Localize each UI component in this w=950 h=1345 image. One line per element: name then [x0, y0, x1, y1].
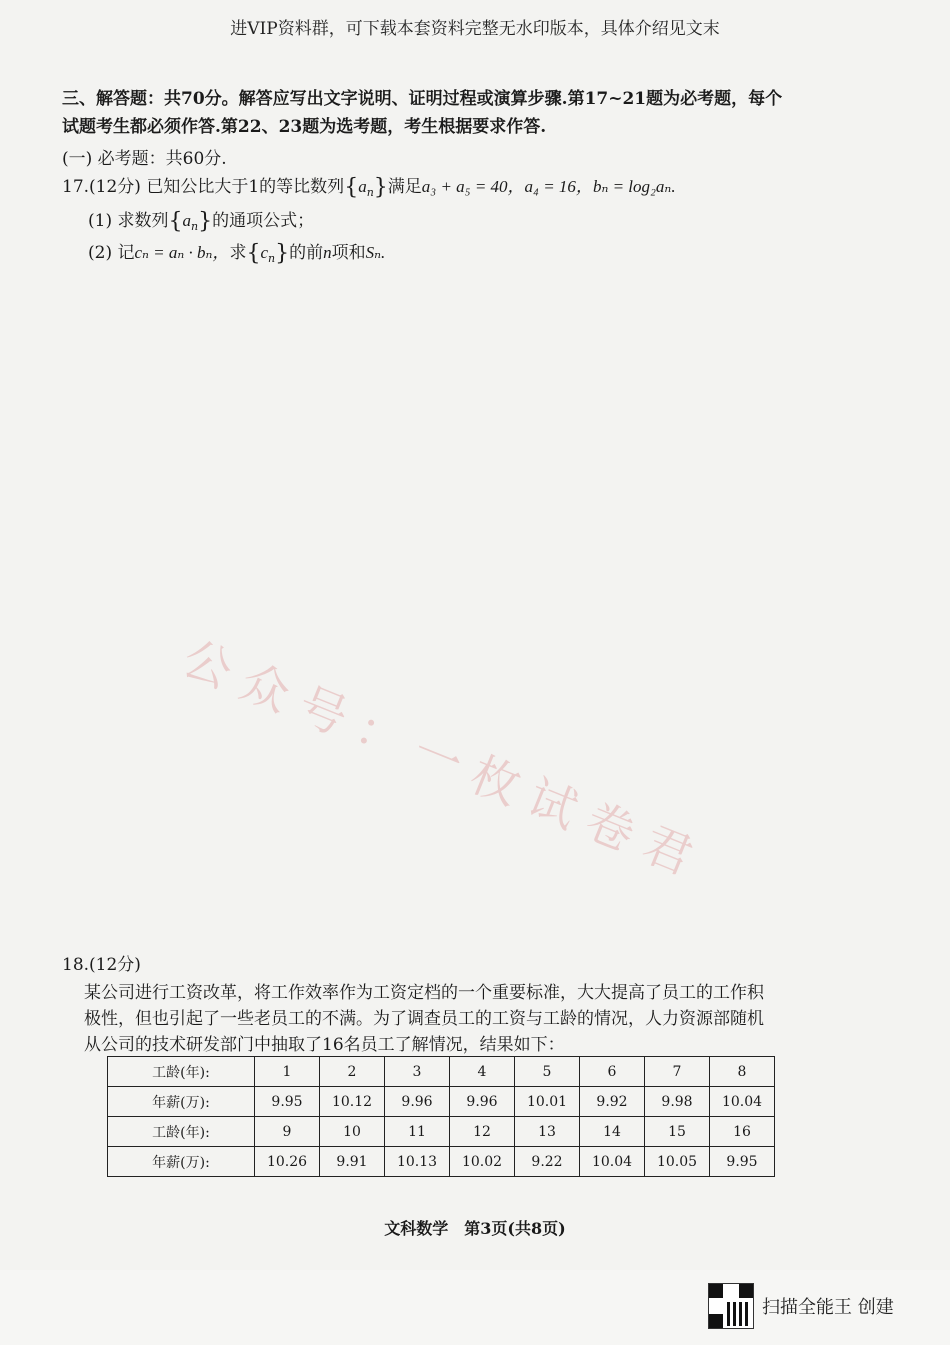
handwritten-watermark: 公众号：一枚试卷君	[174, 630, 714, 892]
q17-part1-text2: 的通项公式；	[212, 211, 315, 231]
table-cell: 16	[710, 1117, 775, 1147]
q18-points: (12分)	[89, 955, 141, 975]
q17-number: 17.	[62, 177, 90, 197]
q17-stem: 17.(12分) 已知公比大于1的等比数列$\{a_n\}$满足a₃ + a₅ = 40，a₄ = 16，bₙ = log₂aₙ.	[62, 175, 676, 200]
subsection-heading: (一) 必考题：共60分.	[62, 149, 227, 169]
table-cell: 3	[385, 1057, 450, 1087]
row-label-years: 工龄(年):	[108, 1057, 255, 1087]
brand-text: 扫描全能王 创建	[762, 1297, 894, 1318]
page-footer: 文科数学 第3页(共8页)	[384, 1219, 566, 1238]
q17-part1-text: 求数列	[117, 211, 169, 231]
table-cell: 9.95	[255, 1087, 320, 1117]
table-cell: 4	[450, 1057, 515, 1087]
table-cell: 10.02	[450, 1147, 515, 1177]
table-cell: 14	[580, 1117, 645, 1147]
table-cell: 9.98	[645, 1087, 710, 1117]
q17-condition-3: bₙ = log₂aₙ.	[592, 177, 676, 196]
salary-table	[107, 1056, 775, 1177]
table-cell: 15	[645, 1117, 710, 1147]
table-cell: 10.04	[580, 1147, 645, 1177]
section-heading-line2: 试题考生都必须作答.第22、23题为选考题，考生根据要求作答.	[62, 117, 547, 137]
q18-number: 18.	[62, 955, 90, 975]
camscanner-badge	[708, 1284, 894, 1328]
table-cell: 9	[255, 1117, 320, 1147]
q17-condition-2: a₄ = 16，	[524, 177, 593, 196]
n-symbol: n	[323, 243, 332, 262]
table-cell: 10.12	[320, 1087, 385, 1117]
table-row	[108, 1057, 775, 1087]
q17-part2-text: 记	[117, 243, 135, 263]
table-row	[108, 1147, 775, 1177]
section-heading-line1: 三、解答题：共70分。解答应写出文字说明、证明过程或演算步骤.第17~21题为必考题，每个	[62, 89, 783, 109]
q18-header	[62, 950, 141, 975]
table-cell: 10.26	[255, 1147, 320, 1177]
table-cell: 13	[515, 1117, 580, 1147]
table-cell: 10.04	[710, 1087, 775, 1117]
table-cell: 9.22	[515, 1147, 580, 1177]
q17-part1-label: (1)	[88, 211, 113, 231]
table-row	[108, 1087, 775, 1117]
q17-part2-label: (2)	[88, 243, 113, 263]
qr-code-icon	[708, 1283, 754, 1329]
vip-banner: 进VIP资料群，可下载本套资料完整无水印版本，具体介绍见文末	[230, 19, 720, 39]
table-cell: 9.95	[710, 1147, 775, 1177]
seq-c-symbol: c	[260, 243, 268, 262]
q17-condition-1: a₃ + a₅ = 40，	[421, 177, 525, 196]
row-label-salary: 年薪(万):	[108, 1087, 255, 1117]
q17-part2-text3: 的前	[289, 243, 324, 263]
table-cell: 9.91	[320, 1147, 385, 1177]
row-label-years: 工龄(年):	[108, 1117, 255, 1147]
sum-symbol: Sₙ.	[365, 243, 386, 262]
table-cell: 9.92	[580, 1087, 645, 1117]
table-cell: 10.05	[645, 1147, 710, 1177]
table-cell: 10.01	[515, 1087, 580, 1117]
q17-stem-text2: 满足	[387, 177, 422, 197]
table-cell: 7	[645, 1057, 710, 1087]
table-cell: 9.96	[450, 1087, 515, 1117]
q17-part2-text2: 求	[229, 243, 247, 263]
q18-paragraph-line1: 某公司进行工资改革，将工作效率作为工资定档的一个重要标准，大大提高了员工的工作积	[84, 983, 764, 1003]
table-cell: 9.96	[385, 1087, 450, 1117]
table-cell: 10	[320, 1117, 385, 1147]
seq-a-symbol: a	[358, 177, 367, 196]
q17-part2: (2) 记cₙ = aₙ · bₙ，求$\{c_n\}$的前n项和Sₙ.	[88, 241, 386, 266]
table-cell: 10.13	[385, 1147, 450, 1177]
q17-part2-definition: cₙ = aₙ · bₙ，	[134, 243, 230, 262]
q17-points: (12分)	[89, 177, 141, 197]
table-cell: 11	[385, 1117, 450, 1147]
q17-part1: (1) 求数列$\{a_n\}$的通项公式；	[88, 209, 315, 234]
table-cell: 5	[515, 1057, 580, 1087]
table-cell: 8	[710, 1057, 775, 1087]
seq-a-symbol-2: a	[182, 211, 191, 230]
q17-part2-text4: 项和	[331, 243, 366, 263]
row-label-salary: 年薪(万):	[108, 1147, 255, 1177]
q18-paragraph-line2: 极性，但也引起了一些老员工的不满。为了调查员工的工资与工龄的情况，人力资源部随机	[84, 1009, 764, 1029]
table-cell: 2	[320, 1057, 385, 1087]
q18-paragraph-line3: 从公司的技术研发部门中抽取了16名员工了解情况，结果如下：	[84, 1035, 565, 1055]
table-cell: 12	[450, 1117, 515, 1147]
table-row	[108, 1117, 775, 1147]
table-cell: 1	[255, 1057, 320, 1087]
q17-stem-text: 已知公比大于1的等比数列	[146, 177, 345, 197]
table-cell: 6	[580, 1057, 645, 1087]
